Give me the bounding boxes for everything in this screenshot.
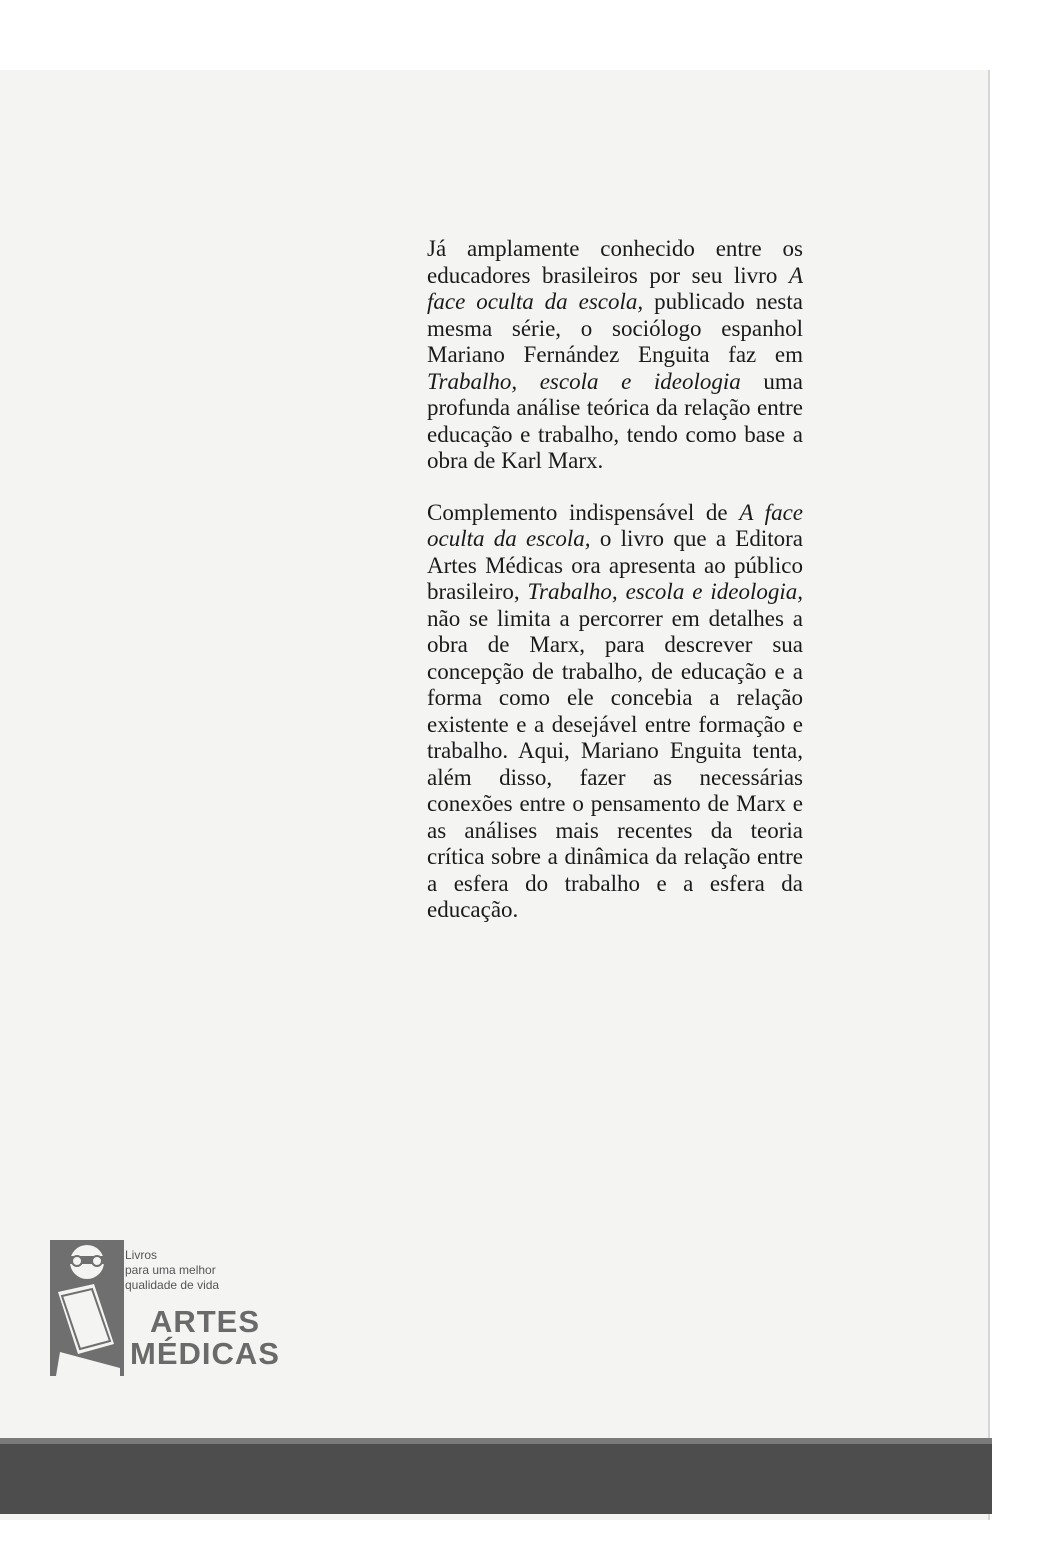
text-segment: não se limita a percorrer em detalhes a obra de Marx, para descrever sua concepção de trabalho, de educação e a forma como ele concebia a relação existente e a desejável entre formação e trabalho. Aqui, Mariano Enguita tenta, além disso, fazer as necessárias conexões entre o pensamento de Marx e as análises mais recentes da teoria crítica sobre a dinâmica da relação entre a esfera do trabalho e a esfera da educação. <box>427 605 803 922</box>
publisher-logo <box>50 1240 290 1380</box>
publisher-name-line2: MÉDICAS <box>130 1336 280 1371</box>
tagline-line: qualidade de vida <box>125 1278 220 1292</box>
blurb-paragraph-2 <box>427 500 803 924</box>
cover-blurb <box>427 236 803 924</box>
book-title-italic: Trabalho, escola e ideologia <box>427 368 741 394</box>
publisher-name-line1: ARTES <box>149 1304 261 1339</box>
book-title-italic: A face oculta da escola, <box>427 499 803 551</box>
publisher-name <box>120 1306 290 1370</box>
reader-with-book-icon <box>50 1240 130 1380</box>
text-segment: Complemento indispensável de <box>427 499 740 525</box>
text-segment: uma profunda análise teórica da relação entre educação e trabalho, tendo como base a obra de Karl Marx. <box>427 368 803 473</box>
tagline-line: Livros <box>125 1248 158 1262</box>
tagline-line: para uma melhor <box>125 1263 216 1277</box>
bottom-color-band <box>0 1438 992 1514</box>
book-title-italic: Trabalho, escola e ideologia, <box>527 579 803 604</box>
publisher-tagline <box>125 1248 219 1293</box>
book-title-italic: A face oculta da escola, <box>427 262 803 314</box>
text-segment: publicado nesta mesma série, o sociólogo espanhol Mariano Fernández Enguita faz em <box>427 289 803 367</box>
blurb-paragraph-1 <box>427 236 803 475</box>
text-segment: Já amplamente conhecido entre os educadores brasileiros por seu livro <box>427 236 803 288</box>
text-segment: o livro que a Editora Artes Médicas ora apresenta ao público brasileiro, <box>427 526 804 604</box>
